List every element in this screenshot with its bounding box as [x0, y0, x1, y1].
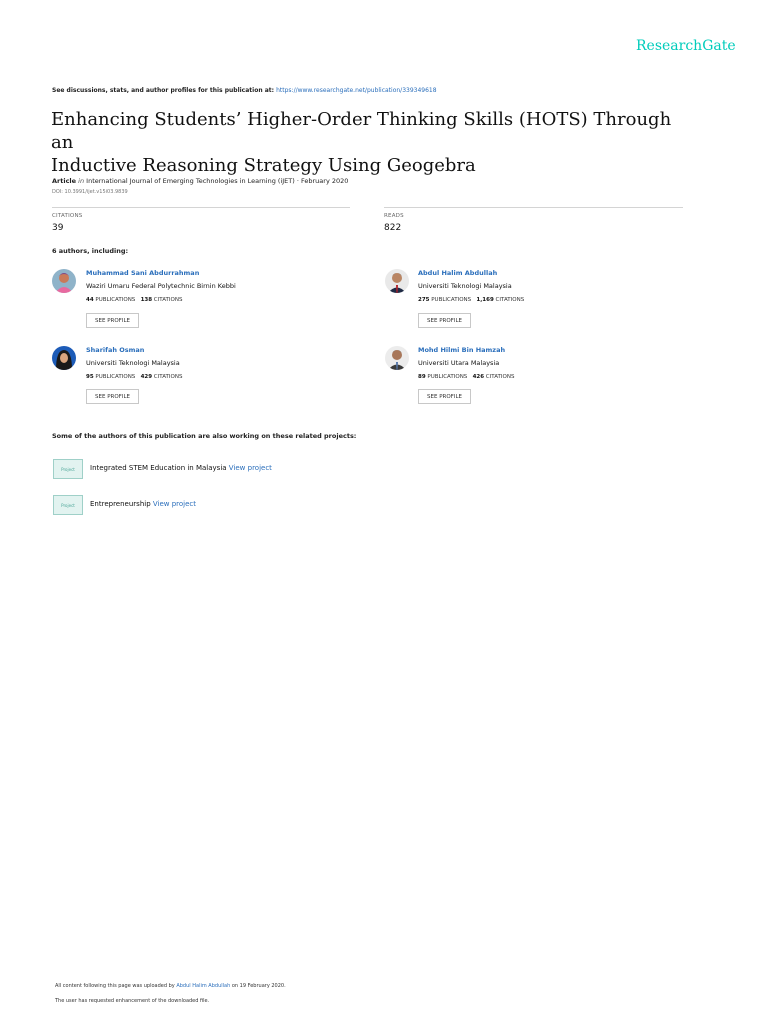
publications-count: 95 [86, 374, 94, 380]
publications-count: 275 [418, 297, 430, 303]
see-profile-button[interactable]: SEE PROFILE [418, 313, 471, 328]
discussion-text: See discussions, stats, and author profiles for this publication at: [52, 87, 277, 94]
reads-label: READS [384, 213, 404, 219]
author-photo-icon [52, 346, 76, 370]
reads-value: 822 [384, 223, 402, 233]
article-in: in [78, 177, 85, 185]
upload-note [55, 983, 286, 989]
author-photo-icon [385, 269, 409, 293]
upload-suffix: on 19 February 2020. [230, 983, 286, 989]
upload-prefix: All content following this page was uploaded by [55, 983, 177, 989]
publications-count: 89 [418, 374, 426, 380]
citations-label: CITATIONS [495, 297, 525, 303]
publications-label: PUBLICATIONS [95, 374, 136, 380]
author-affiliation: Universiti Utara Malaysia [418, 359, 500, 367]
title-line-1: Enhancing Students’ Higher-Order Thinking Skills (HOTS) Through an [51, 109, 672, 153]
reads-divider [384, 207, 683, 208]
view-project-link[interactable]: View project [228, 464, 272, 472]
project-name: Integrated STEM Education in Malaysia [90, 464, 227, 472]
citations-count: 138 [140, 297, 153, 303]
author-name[interactable]: Mohd Hilmi Bin Hamzah [418, 346, 506, 354]
publications-label: PUBLICATIONS [95, 297, 136, 303]
citations-value: 39 [52, 223, 64, 233]
author-stats [418, 374, 514, 380]
publications-label: PUBLICATIONS [427, 374, 468, 380]
author-affiliation: Universiti Teknologi Malaysia [418, 282, 512, 290]
researchgate-logo[interactable]: ResearchGate [636, 38, 736, 54]
author-name[interactable]: Abdul Halim Abdullah [418, 269, 498, 277]
doi: DOI: 10.3991/ijet.v15i03.9839 [52, 189, 128, 195]
discussion-line [52, 87, 437, 94]
author-photo-icon [385, 346, 409, 370]
see-profile-button[interactable]: SEE PROFILE [86, 313, 139, 328]
title-line-2: Inductive Reasoning Strategy Using Geogebra [51, 155, 476, 176]
author-photo-icon [52, 269, 76, 293]
see-profile-button[interactable]: SEE PROFILE [86, 389, 139, 404]
project-icon: Project [53, 495, 83, 515]
citations-label: CITATIONS [153, 297, 183, 303]
avatar[interactable] [385, 346, 409, 370]
avatar[interactable] [52, 346, 76, 370]
project-item [90, 464, 272, 472]
author-stats [418, 297, 524, 303]
article-meta [52, 177, 348, 185]
avatar[interactable] [52, 269, 76, 293]
author-affiliation: Waziri Umaru Federal Polytechnic Birnin Kebbi [86, 282, 236, 290]
project-icon: Project [53, 459, 83, 479]
project-item [90, 500, 196, 508]
project-name: Entrepreneurship [90, 500, 151, 508]
author-affiliation: Universiti Teknologi Malaysia [86, 359, 180, 367]
citations-label: CITATIONS [52, 213, 83, 219]
publication-link[interactable]: https://www.researchgate.net/publication/339349618 [276, 87, 437, 94]
citations-count: 1,169 [476, 297, 494, 303]
publications-count: 44 [86, 297, 94, 303]
citations-divider [52, 207, 350, 208]
author-stats [86, 374, 182, 380]
page-title [51, 108, 691, 177]
projects-heading: Some of the authors of this publication are also working on these related projects: [52, 432, 357, 440]
citations-label: CITATIONS [485, 374, 515, 380]
publications-label: PUBLICATIONS [431, 297, 472, 303]
avatar[interactable] [385, 269, 409, 293]
enhancement-note: The user has requested enhancement of the downloaded file. [55, 998, 210, 1004]
author-name[interactable]: Muhammad Sani Abdurrahman [86, 269, 200, 277]
citations-label: CITATIONS [153, 374, 183, 380]
authors-heading: 6 authors, including: [52, 247, 129, 255]
journal-name: International Journal of Emerging Technologies in Learning (iJET) · February 2020 [86, 177, 349, 185]
author-name[interactable]: Sharifah Osman [86, 346, 145, 354]
see-profile-button[interactable]: SEE PROFILE [418, 389, 471, 404]
uploader-link[interactable]: Abdul Halim Abdullah [176, 983, 231, 989]
view-project-link[interactable]: View project [152, 500, 197, 508]
citations-count: 429 [140, 374, 153, 380]
author-stats [86, 297, 182, 303]
citations-count: 426 [472, 374, 485, 380]
article-type: Article [52, 177, 77, 185]
